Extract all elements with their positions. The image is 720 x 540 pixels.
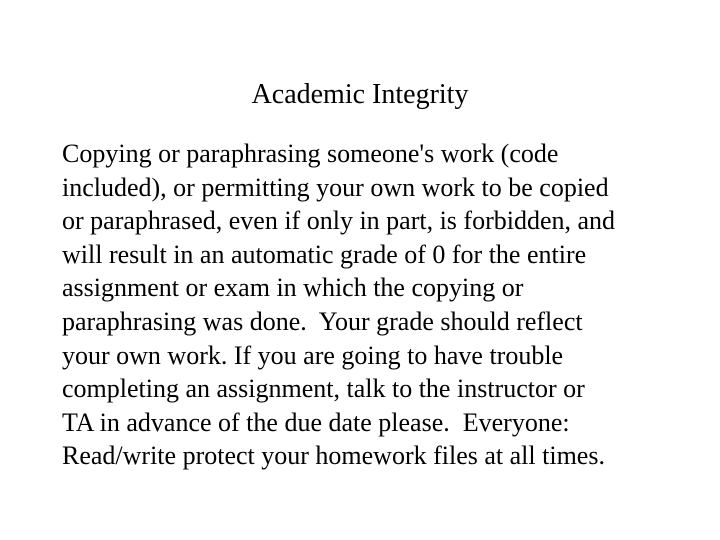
body-line: completing an assignment, talk to the instructor or <box>62 374 585 404</box>
body-line: included), or permitting your own work to be copied <box>62 172 609 202</box>
slide-body <box>62 137 662 473</box>
body-line: or paraphrased, even if only in part, is forbidden, and <box>62 206 616 236</box>
slide-title: Academic Integrity <box>251 79 469 110</box>
body-line: assignment or exam in which the copying or <box>62 273 524 303</box>
body-line: paraphrasing was done. Your grade should reflect <box>62 306 583 336</box>
body-line: Read/write protect your homework files at all times. <box>62 441 605 471</box>
body-line: will result in an automatic grade of 0 for the entire <box>62 239 587 269</box>
body-line: Copying or paraphrasing someone's work (code <box>62 139 559 168</box>
body-line: TA in advance of the due date please. Everyone: <box>62 407 570 437</box>
body-line: your own work. If you are going to have trouble <box>62 340 564 370</box>
